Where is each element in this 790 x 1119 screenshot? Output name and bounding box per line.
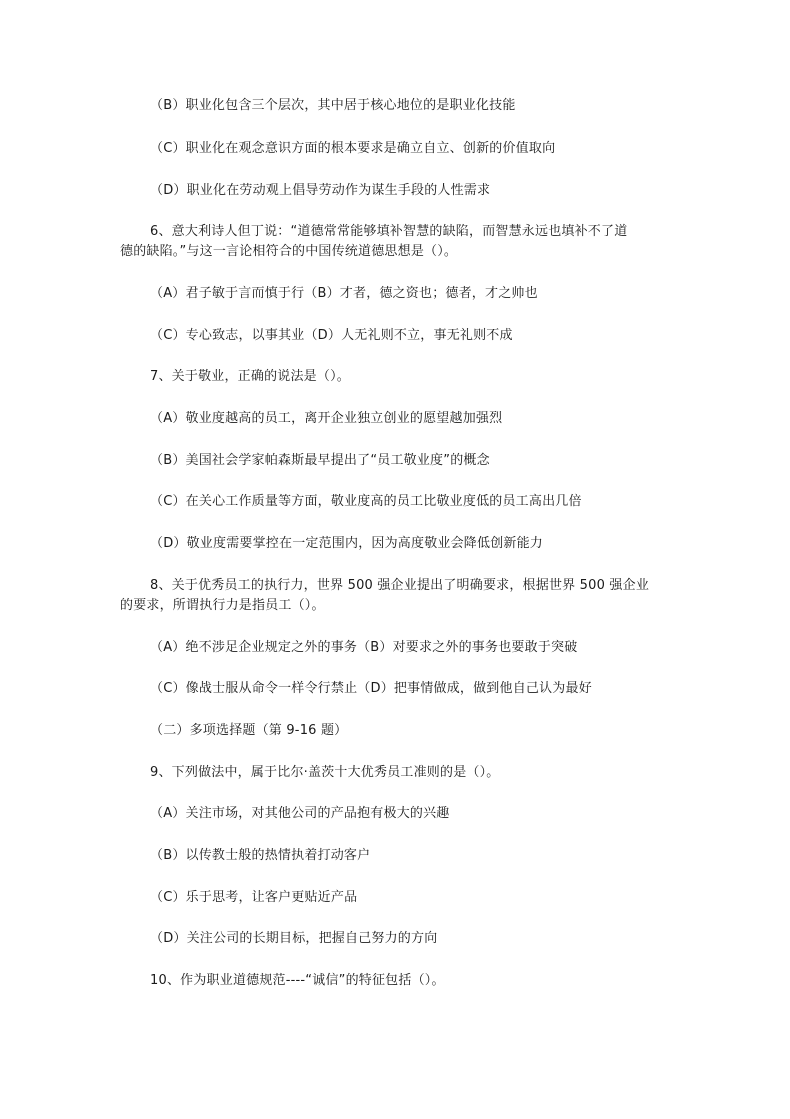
section-heading-multiple-choice: （二）多项选择题（第 9-16 题） <box>150 723 348 738</box>
option-9c: （C）乐于思考，让客户更贴近产品 <box>150 890 358 905</box>
option-5d: （D）职业化在劳动观上倡导劳动作为谋生手段的人性需求 <box>150 183 491 198</box>
question-7: 7、关于敬业，正确的说法是（）。 <box>150 369 350 384</box>
option-6ab: （A）君子敏于言而慎于行（B）才者，德之资也；德者，才之帅也 <box>150 286 538 301</box>
option-6cd: （C）专心致志，以事其业（D）人无礼则不立，事无礼则不成 <box>150 328 513 343</box>
question-10: 10、作为职业道德规范----“诚信”的特征包括（）。 <box>150 973 445 988</box>
option-9b: （B）以传教士般的热情执着打动客户 <box>150 848 371 863</box>
question-6-line-1: 6、意大利诗人但丁说：“道德常常能够填补智慧的缺陷，而智慧永远也填补不了道 <box>150 224 628 239</box>
question-8-line-2: 的要求，所谓执行力是指员工（）。 <box>120 598 325 613</box>
question-6-line-2: 德的缺陷。”与这一言论相符合的中国传统道德思想是（）。 <box>120 244 458 259</box>
question-8-line-1: 8、关于优秀员工的执行力，世界 500 强企业提出了明确要求，根据世界 500 强企业 <box>150 578 650 593</box>
option-5c: （C）职业化在观念意识方面的根本要求是确立自立、创新的价值取向 <box>150 141 556 156</box>
question-9: 9、下列做法中，属于比尔·盖茨十大优秀员工准则的是（）。 <box>150 765 500 780</box>
option-7d: （D）敬业度需要掌控在一定范围内，因为高度敬业会降低创新能力 <box>150 536 544 551</box>
option-5b: （B）职业化包含三个层次，其中居于核心地位的是职业化技能 <box>150 98 516 113</box>
option-8cd: （C）像战士服从命令一样令行禁止（D）把事情做成，做到他自己认为最好 <box>150 681 592 696</box>
option-7b: （B）美国社会学家帕森斯最早提出了“员工敬业度”的概念 <box>150 453 490 468</box>
option-9d: （D）关注公司的长期目标，把握自己努力的方向 <box>150 931 438 946</box>
option-8ab: （A）绝不涉足企业规定之外的事务（B）对要求之外的事务也要敢于突破 <box>150 640 578 655</box>
option-7a: （A）敬业度越高的员工，离开企业独立创业的愿望越加强烈 <box>150 411 503 426</box>
option-9a: （A）关注市场，对其他公司的产品抱有极大的兴趣 <box>150 806 450 821</box>
option-7c: （C）在关心工作质量等方面，敬业度高的员工比敬业度低的员工高出几倍 <box>150 494 582 509</box>
